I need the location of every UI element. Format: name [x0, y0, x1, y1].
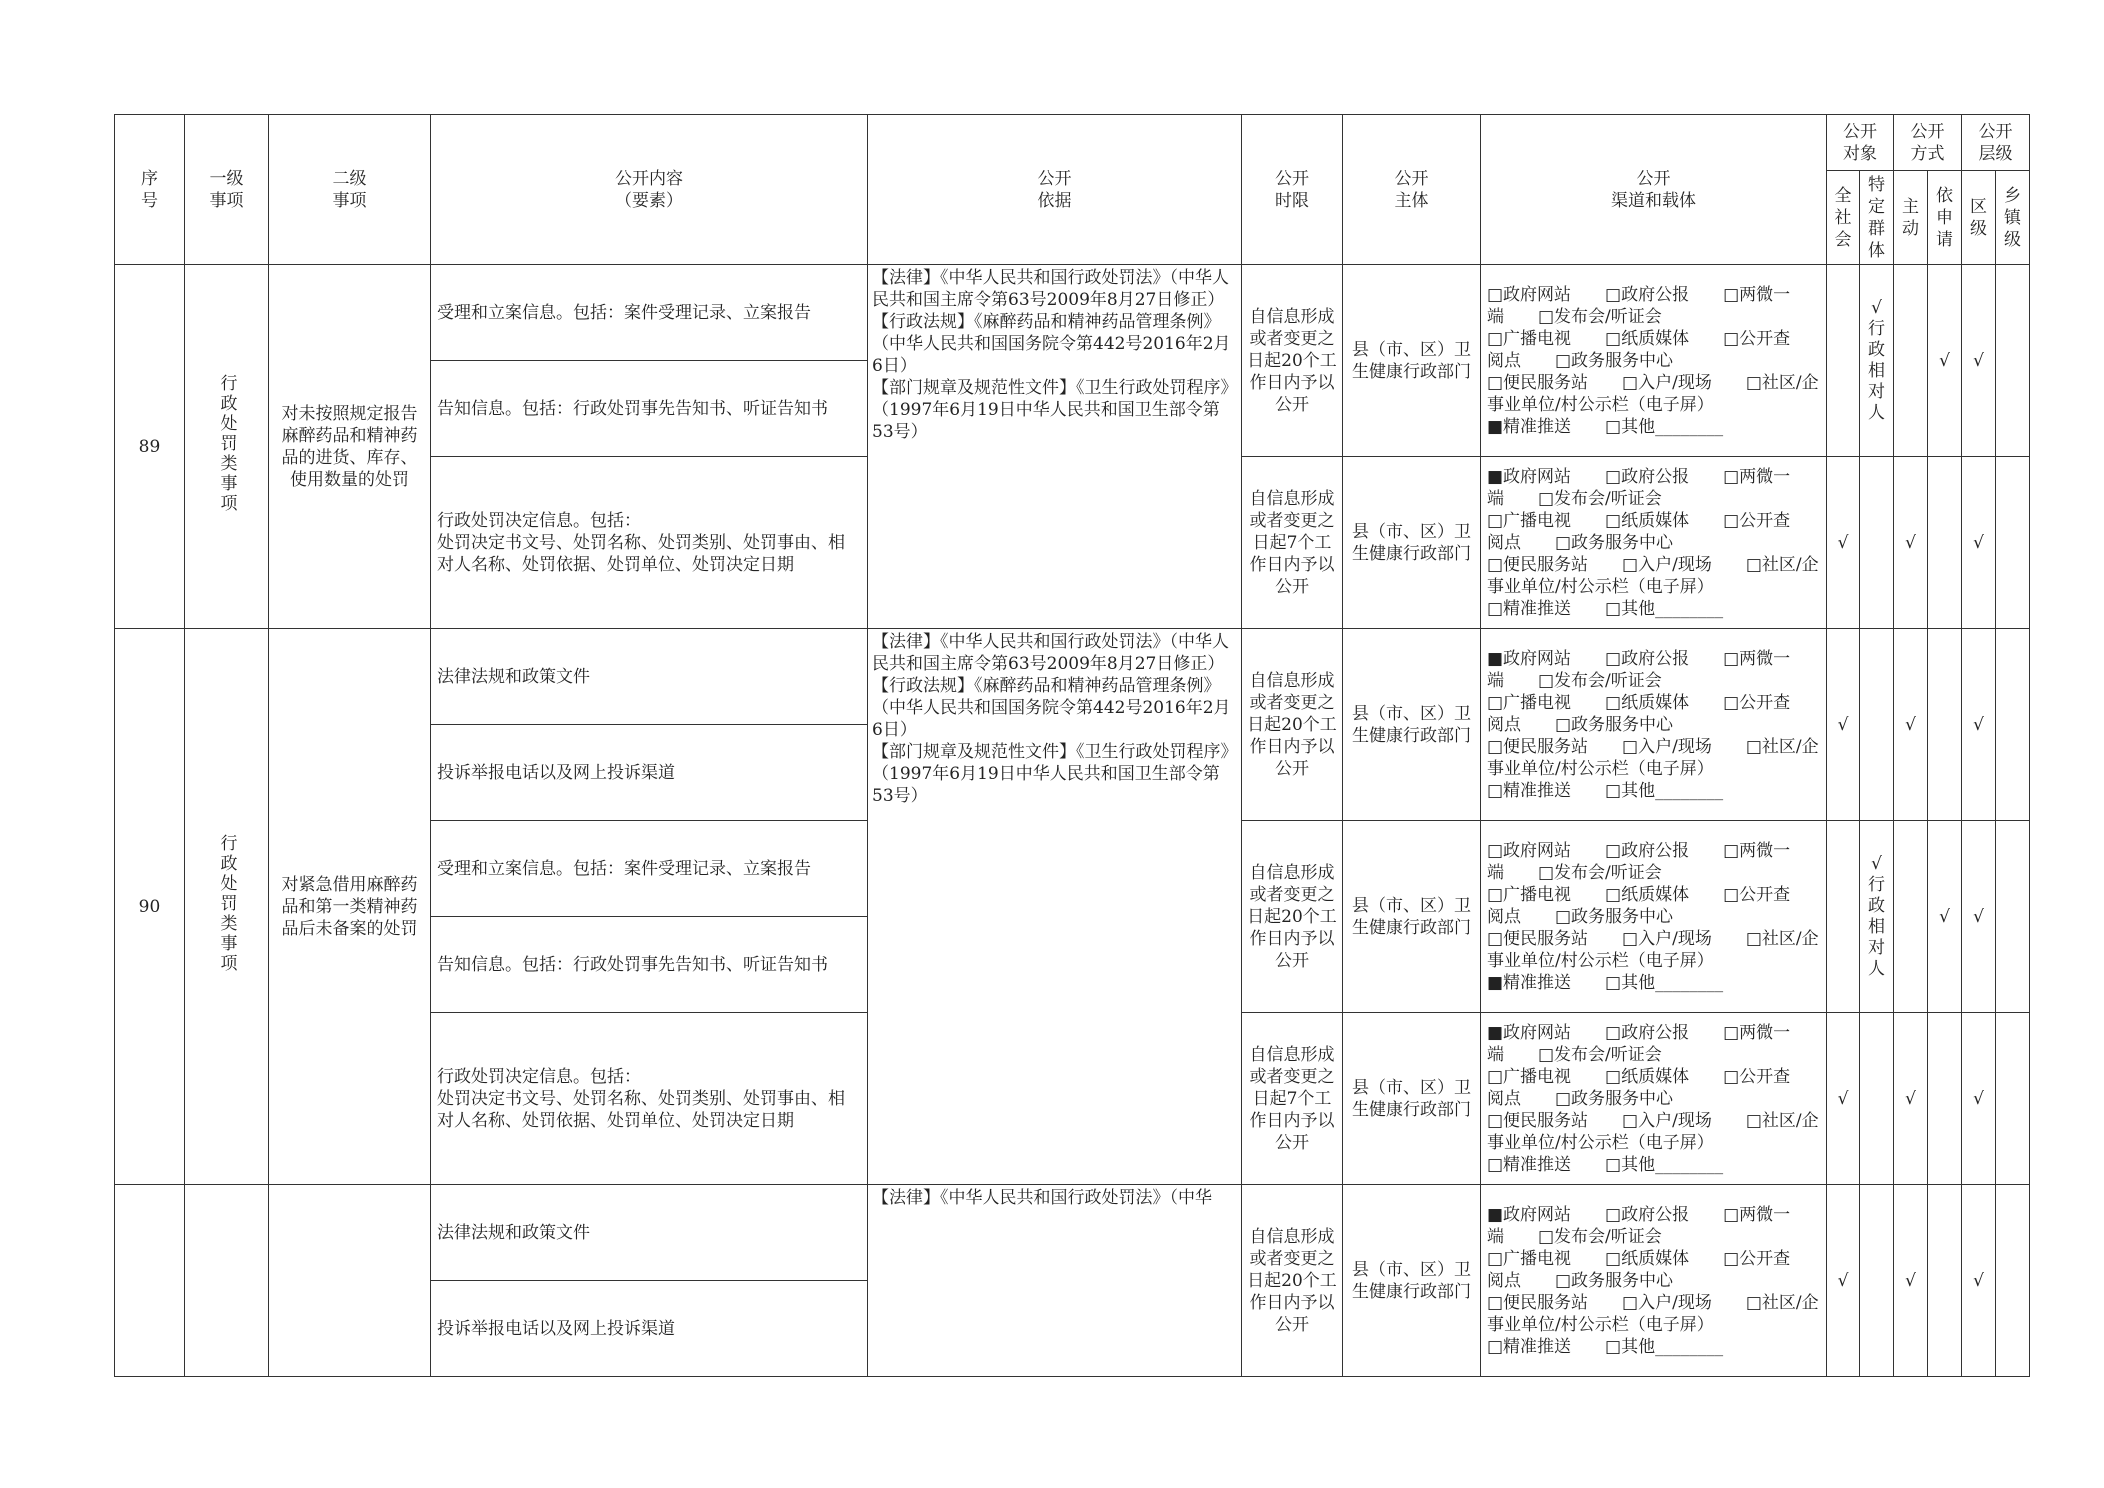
specific-group-mark: √行政相对人: [1868, 297, 1885, 423]
content-cell: 法律法规和政策文件: [431, 1185, 868, 1281]
subject-cell: 县（市、区）卫生健康行政部门: [1343, 265, 1481, 457]
mark-district: [1962, 629, 1996, 821]
header-channel: 公开 渠道和载体: [1481, 115, 1827, 265]
check-mark-icon: √: [1905, 714, 1916, 735]
mark-district: [1962, 821, 1996, 1013]
mark-active: [1894, 265, 1928, 457]
check-mark-icon: √: [1939, 350, 1950, 371]
table-body: [115, 265, 2030, 1377]
check-mark-icon: √: [1973, 906, 1984, 927]
mark-town: [1996, 821, 2030, 1013]
check-mark-icon: √: [1973, 1088, 1984, 1109]
check-mark-icon: √: [1905, 532, 1916, 553]
mark-active: [1894, 457, 1928, 629]
table-row: [115, 629, 2030, 725]
check-mark-icon: √: [1837, 1270, 1849, 1291]
content-cell: 法律法规和政策文件: [431, 629, 868, 725]
header-mode-active: 主动: [1894, 171, 1928, 265]
time-cell: 自信息形成或者变更之日起20个工作日内予以公开: [1242, 265, 1343, 457]
check-mark-icon: √: [1905, 1270, 1916, 1291]
check-mark-icon: √: [1973, 1270, 1984, 1291]
mark-specific: [1860, 1013, 1894, 1185]
mark-apply: [1928, 629, 1962, 821]
mark-all: [1827, 1013, 1860, 1185]
check-mark-icon: √: [1837, 532, 1849, 553]
header-level1: 一级 事项: [185, 115, 269, 265]
header-basis: 公开 依据: [868, 115, 1242, 265]
subject-cell: 县（市、区）卫生健康行政部门: [1343, 1013, 1481, 1185]
subject-cell: 县（市、区）卫生健康行政部门: [1343, 821, 1481, 1013]
mark-district: [1962, 265, 1996, 457]
specific-group-mark: √行政相对人: [1868, 853, 1885, 979]
mark-all: [1827, 265, 1860, 457]
header-level: 公开 层级: [1962, 115, 2030, 171]
basis-cell: 【法律】《中华人民共和国行政处罚法》（中华人民共和国主席令第63号2009年8月27日修正） 【行政法规】《麻醉药品和精神药品管理条例》（中华人民共和国国务院令第442号2016年2月6日） 【部门规章及规范性文件】《卫生行政处罚程序》（1997年6月19日中华人民共和国卫生部令第53号）: [868, 629, 1242, 1185]
content-cell: 投诉举报电话以及网上投诉渠道: [431, 1281, 868, 1377]
check-mark-icon: √: [1973, 532, 1984, 553]
header-content: 公开内容 （要素）: [431, 115, 868, 265]
level1-cell: [185, 629, 269, 1185]
mark-active: [1894, 821, 1928, 1013]
subject-cell: 县（市、区）卫生健康行政部门: [1343, 457, 1481, 629]
time-cell: 自信息形成或者变更之日起7个工作日内予以公开: [1242, 1013, 1343, 1185]
level1-cell: [185, 265, 269, 629]
header-target-all: 全社会: [1827, 171, 1860, 265]
mark-district: [1962, 1185, 1996, 1377]
header-no: 序 号: [115, 115, 185, 265]
row-number: [115, 1185, 185, 1377]
mark-all: [1827, 629, 1860, 821]
time-cell: 自信息形成或者变更之日起20个工作日内予以公开: [1242, 821, 1343, 1013]
level2-cell: 对未按照规定报告麻醉药品和精神药品的进货、库存、使用数量的处罚: [269, 265, 431, 629]
channel-cell: ■政府网站 □政府公报 □两微一 端 □发布会/听证会 □广播电视 □纸质媒体 □公开查 阅点 □政务服务中心 □便民服务站 □入户/现场 □社区/企 事业单位/村公示栏（电子屏） □精准推送 □其他________: [1481, 629, 1827, 821]
content-cell: 投诉举报电话以及网上投诉渠道: [431, 725, 868, 821]
level1-cell: [185, 1185, 269, 1377]
subject-cell: 县（市、区）卫生健康行政部门: [1343, 1185, 1481, 1377]
mark-town: [1996, 629, 2030, 821]
content-cell: 受理和立案信息。包括：案件受理记录、立案报告: [431, 821, 868, 917]
channel-cell: □政府网站 □政府公报 □两微一 端 □发布会/听证会 □广播电视 □纸质媒体 □公开查 阅点 □政务服务中心 □便民服务站 □入户/现场 □社区/企 事业单位/村公示栏（电子屏） ■精准推送 □其他________: [1481, 265, 1827, 457]
header-mode: 公开 方式: [1894, 115, 1962, 171]
check-mark-icon: √: [1973, 350, 1984, 371]
channel-cell: ■政府网站 □政府公报 □两微一 端 □发布会/听证会 □广播电视 □纸质媒体 □公开查 阅点 □政务服务中心 □便民服务站 □入户/现场 □社区/企 事业单位/村公示栏（电子屏） □精准推送 □其他________: [1481, 1185, 1827, 1377]
mark-active: [1894, 1013, 1928, 1185]
mark-district: [1962, 457, 1996, 629]
content-cell: 受理和立案信息。包括：案件受理记录、立案报告: [431, 265, 868, 361]
level1-text: 行政处罚类事项: [216, 833, 237, 974]
time-cell: 自信息形成或者变更之日起20个工作日内予以公开: [1242, 629, 1343, 821]
check-mark-icon: √: [1837, 1088, 1849, 1109]
mark-active: [1894, 1185, 1928, 1377]
channel-cell: ■政府网站 □政府公报 □两微一 端 □发布会/听证会 □广播电视 □纸质媒体 □公开查 阅点 □政务服务中心 □便民服务站 □入户/现场 □社区/企 事业单位/村公示栏（电子屏） □精准推送 □其他________: [1481, 457, 1827, 629]
basis-cell: 【法律】《中华人民共和国行政处罚法》（中华: [868, 1185, 1242, 1377]
mark-specific: [1860, 457, 1894, 629]
level2-cell: 对紧急借用麻醉药品和第一类精神药品后未备案的处罚: [269, 629, 431, 1185]
time-cell: 自信息形成或者变更之日起7个工作日内予以公开: [1242, 457, 1343, 629]
check-mark-icon: √: [1837, 714, 1849, 735]
level2-cell: [269, 1185, 431, 1377]
mark-specific: [1860, 821, 1894, 1013]
content-cell: 告知信息。包括：行政处罚事先告知书、听证告知书: [431, 917, 868, 1013]
content-cell: 行政处罚决定信息。包括： 处罚决定书文号、处罚名称、处罚类别、处罚事由、相对人名称、处罚依据、处罚单位、处罚决定日期: [431, 457, 868, 629]
row-number: 89: [115, 265, 185, 629]
check-mark-icon: √: [1973, 714, 1984, 735]
check-mark-icon: √: [1939, 906, 1950, 927]
mark-all: [1827, 821, 1860, 1013]
mark-apply: [1928, 821, 1962, 1013]
mark-all: [1827, 1185, 1860, 1377]
level1-text: 行政处罚类事项: [216, 373, 237, 514]
header-subject: 公开 主体: [1343, 115, 1481, 265]
row-number: 90: [115, 629, 185, 1185]
header-mode-apply: 依申请: [1928, 171, 1962, 265]
subject-cell: 县（市、区）卫生健康行政部门: [1343, 629, 1481, 821]
mark-apply: [1928, 1013, 1962, 1185]
header-level-district: 区级: [1962, 171, 1996, 265]
mark-all: [1827, 457, 1860, 629]
header-level-town: 乡镇级: [1996, 171, 2030, 265]
mark-specific: [1860, 265, 1894, 457]
header-time: 公开 时限: [1242, 115, 1343, 265]
mark-specific: [1860, 1185, 1894, 1377]
header-level2: 二级 事项: [269, 115, 431, 265]
mark-specific: [1860, 629, 1894, 821]
channel-cell: □政府网站 □政府公报 □两微一 端 □发布会/听证会 □广播电视 □纸质媒体 □公开查 阅点 □政务服务中心 □便民服务站 □入户/现场 □社区/企 事业单位/村公示栏（电子屏） ■精准推送 □其他________: [1481, 821, 1827, 1013]
disclosure-table: [114, 114, 2030, 1377]
time-cell: 自信息形成或者变更之日起20个工作日内予以公开: [1242, 1185, 1343, 1377]
mark-active: [1894, 629, 1928, 821]
mark-town: [1996, 1013, 2030, 1185]
mark-apply: [1928, 1185, 1962, 1377]
mark-apply: [1928, 265, 1962, 457]
mark-town: [1996, 457, 2030, 629]
content-cell: 行政处罚决定信息。包括： 处罚决定书文号、处罚名称、处罚类别、处罚事由、相对人名称、处罚依据、处罚单位、处罚决定日期: [431, 1013, 868, 1185]
mark-town: [1996, 1185, 2030, 1377]
table-row: [115, 265, 2030, 361]
mark-town: [1996, 265, 2030, 457]
header-target: 公开 对象: [1827, 115, 1894, 171]
channel-cell: ■政府网站 □政府公报 □两微一 端 □发布会/听证会 □广播电视 □纸质媒体 □公开查 阅点 □政务服务中心 □便民服务站 □入户/现场 □社区/企 事业单位/村公示栏（电子屏） □精准推送 □其他________: [1481, 1013, 1827, 1185]
table-row: [115, 1185, 2030, 1281]
mark-apply: [1928, 457, 1962, 629]
header-target-specific: 特定群体: [1860, 171, 1894, 265]
content-cell: 告知信息。包括：行政处罚事先告知书、听证告知书: [431, 361, 868, 457]
mark-district: [1962, 1013, 1996, 1185]
check-mark-icon: √: [1905, 1088, 1916, 1109]
basis-cell: 【法律】《中华人民共和国行政处罚法》（中华人民共和国主席令第63号2009年8月27日修正） 【行政法规】《麻醉药品和精神药品管理条例》（中华人民共和国国务院令第442号2016年2月6日） 【部门规章及规范性文件】《卫生行政处罚程序》（1997年6月19日中华人民共和国卫生部令第53号）: [868, 265, 1242, 629]
